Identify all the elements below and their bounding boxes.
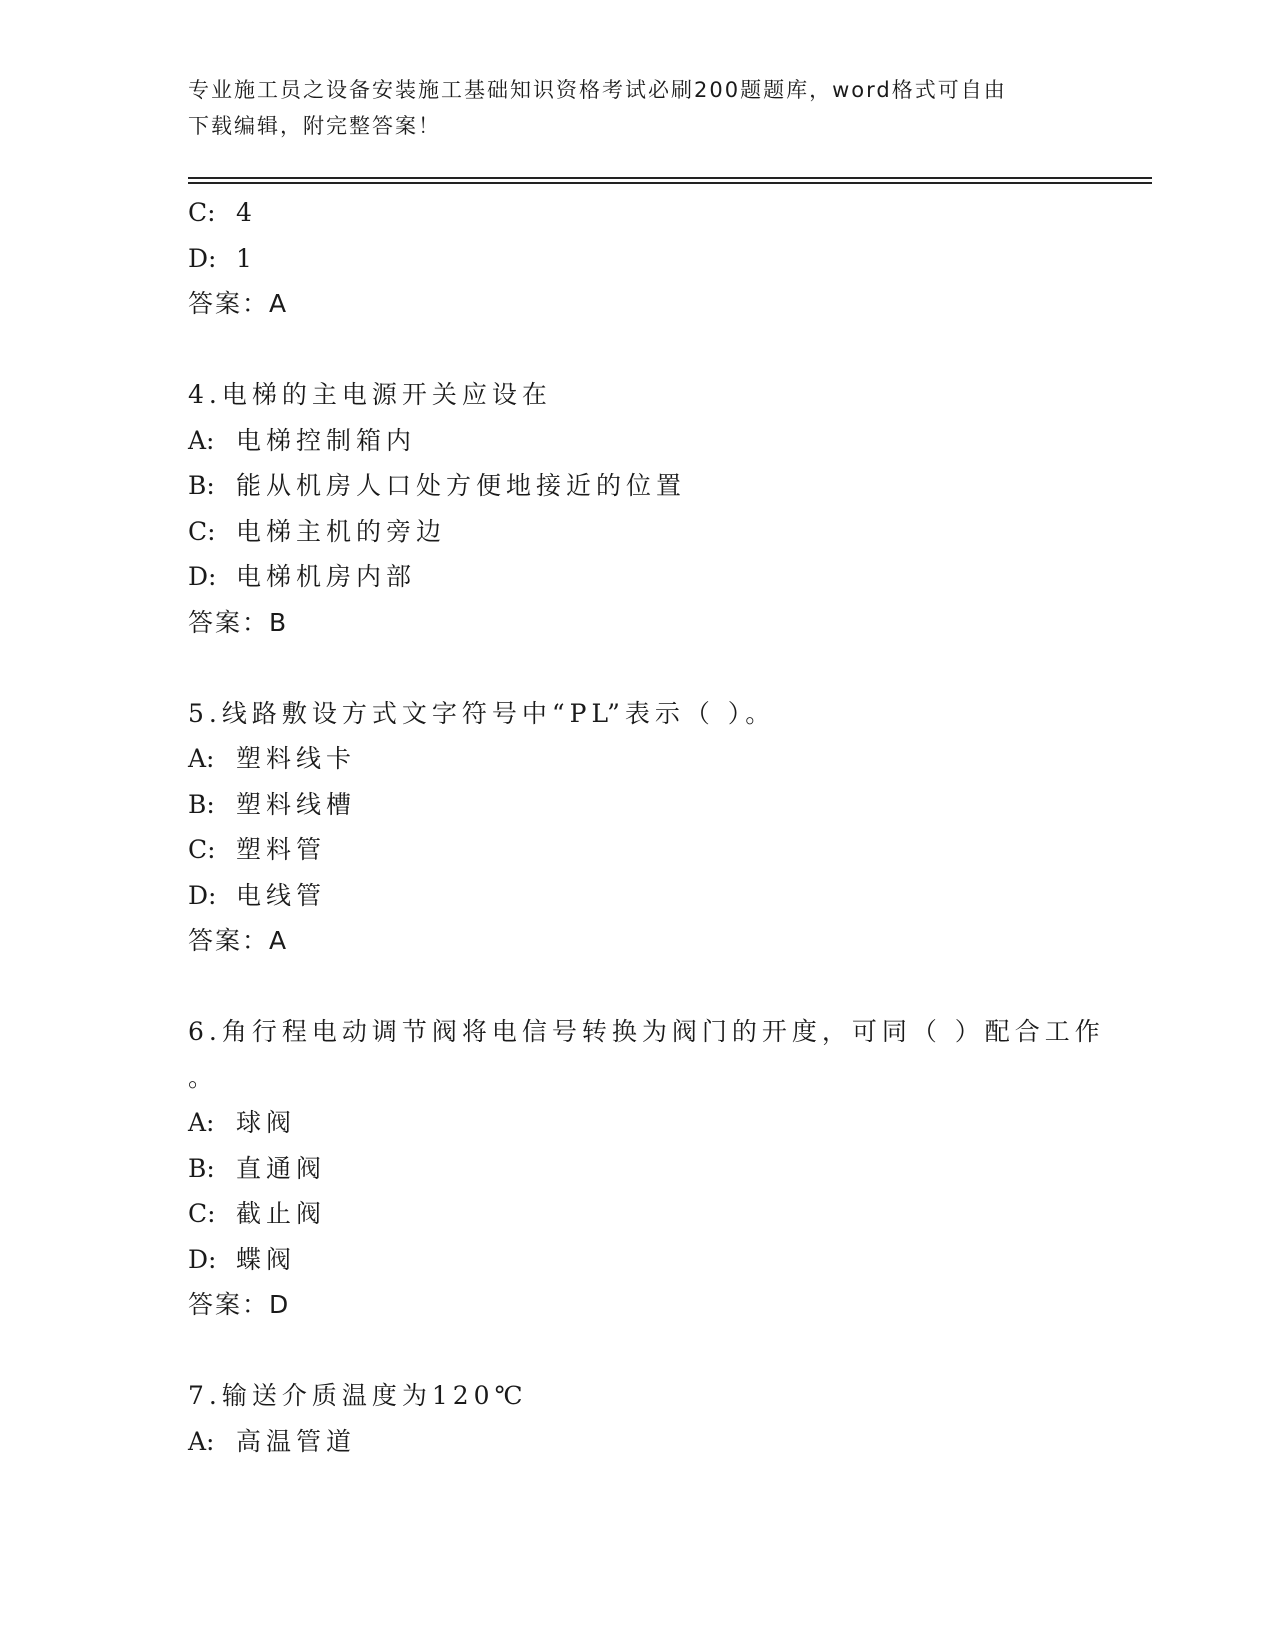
option-b: B: 直通阀 <box>188 1153 327 1183</box>
header-divider-top <box>188 177 1152 179</box>
question-7 <box>188 1373 1148 1464</box>
option-c: C: 电梯主机的旁边 <box>188 516 447 546</box>
option-a: A: 高温管道 <box>188 1426 357 1456</box>
option-d: D: 1 <box>188 243 257 273</box>
question-text: 6.角行程电动调节阀将电信号转换为阀门的开度，可同（ ）配合工作 <box>188 1017 1105 1046</box>
option-c: C: 塑料管 <box>188 835 327 864</box>
question-text: 4.电梯的主电源开关应设在 <box>188 380 552 409</box>
option-d: D: 电梯机房内部 <box>188 562 417 591</box>
answer: 答案：A <box>188 289 289 318</box>
header-divider-bottom <box>188 182 1152 184</box>
question-6 <box>188 1009 1148 1328</box>
option-c: C: 截止阀 <box>188 1199 327 1228</box>
answer: 答案：D <box>188 1290 291 1319</box>
option-a: A: 球阀 <box>188 1108 297 1137</box>
question-text: 5.线路敷设方式文字符号中“PL”表示（ ）。 <box>188 698 776 728</box>
option-a: A: 电梯控制箱内 <box>188 425 417 455</box>
option-d: D: 蝶阀 <box>188 1244 297 1274</box>
header-title-line2: 下载编辑，附完整答案！ <box>188 114 441 138</box>
option-a: A: 塑料线卡 <box>188 744 357 773</box>
answer: 答案：B <box>188 607 289 637</box>
document-header <box>188 72 1088 144</box>
question-list <box>188 190 1148 1464</box>
option-d: D: 电线管 <box>188 880 327 910</box>
question-4 <box>188 372 1148 645</box>
option-b: B: 能从机房人口处方便地接近的位置 <box>188 471 687 500</box>
option-b: B: 塑料线槽 <box>188 789 357 819</box>
question-3-tail <box>188 190 1148 327</box>
question-text: 7.输送介质温度为120℃ <box>188 1381 528 1410</box>
question-5 <box>188 691 1148 964</box>
question-text-continuation: 。 <box>188 1062 214 1092</box>
option-c: C: 4 <box>188 198 257 227</box>
header-title-line1: 专业施工员之设备安装施工基础知识资格考试必刷200题题库，word格式可自由 <box>188 78 1007 102</box>
answer: 答案：A <box>188 926 289 955</box>
